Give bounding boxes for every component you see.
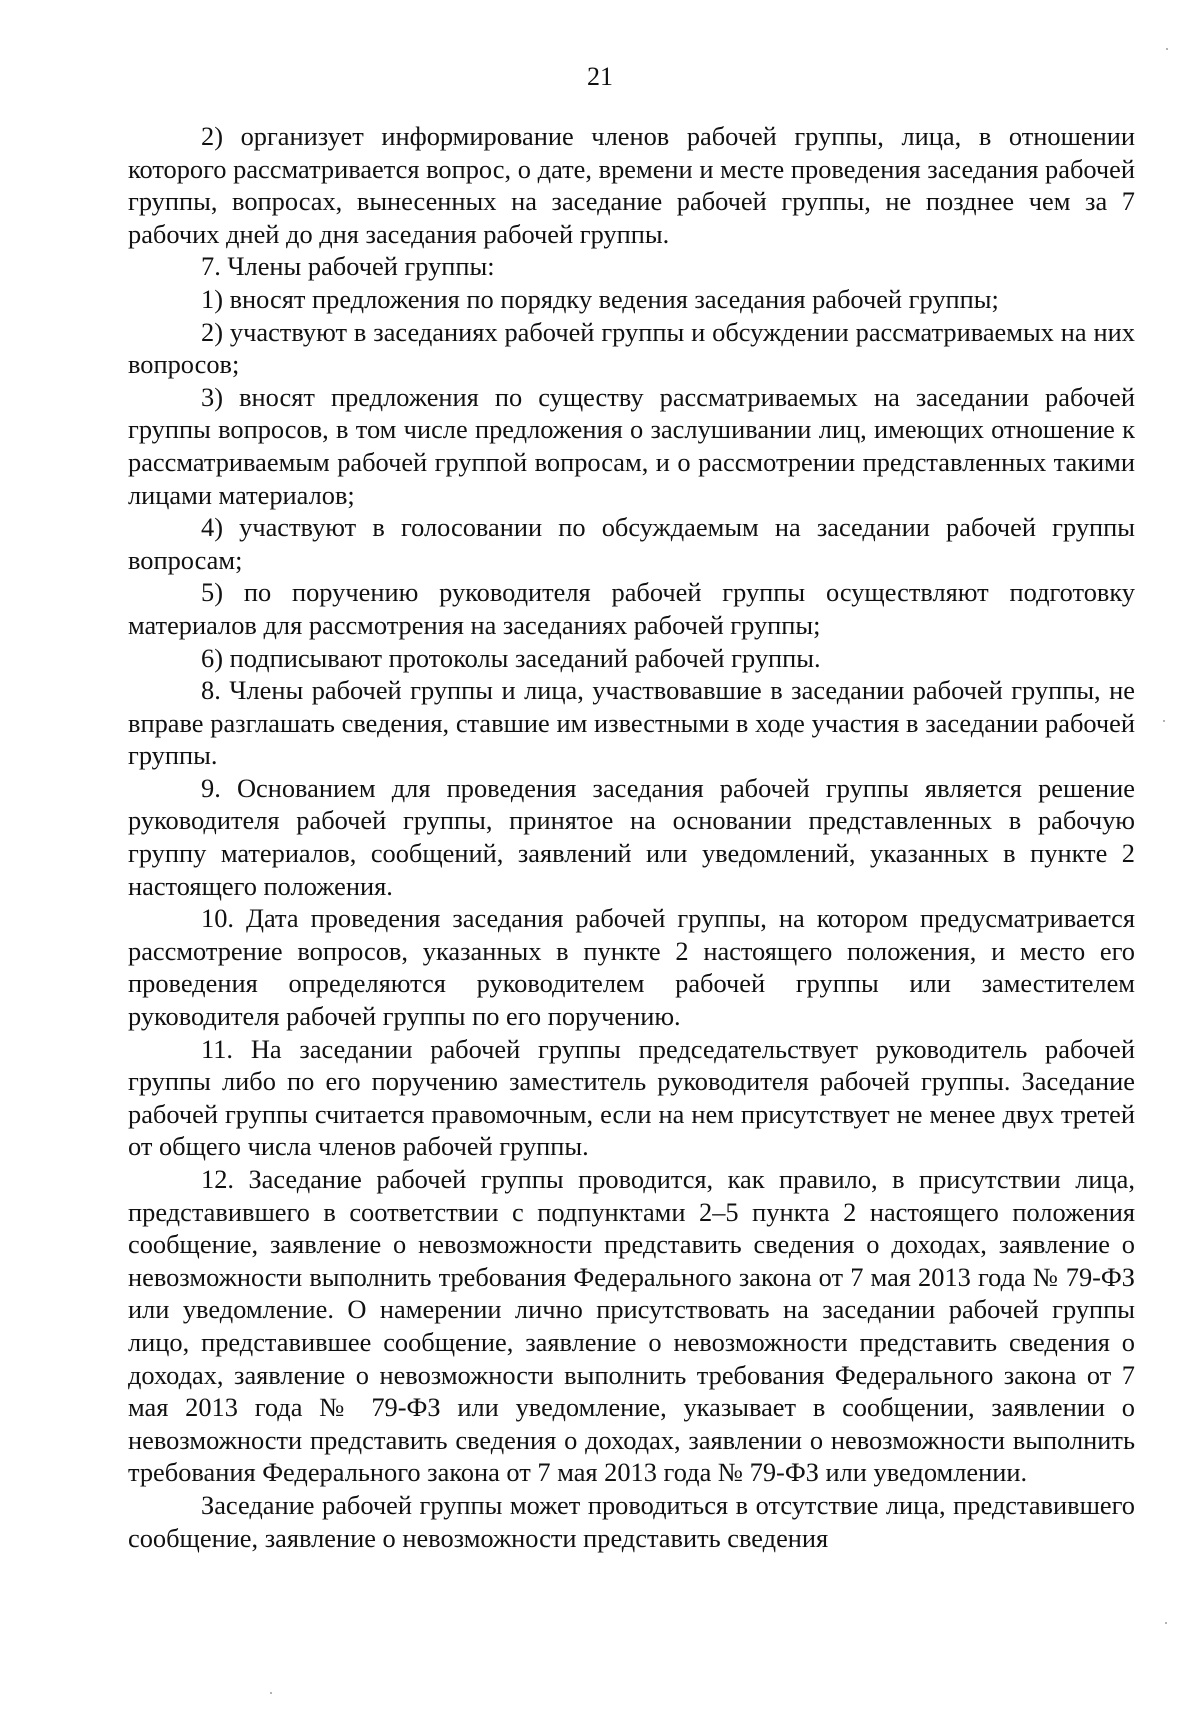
paragraph-section-10: 10. Дата проведения заседания рабочей группы, на котором предусматривается рассмотрение вопросов, указанных в пункте 2 настоящего положения, и место его проведения определяются руководителем рабочей группы или заместителем руководителя рабочей группы по его поручению.: [128, 903, 1135, 1032]
paragraph-item-3-substance: 3) вносят предложения по существу рассматриваемых на заседании рабочей группы вопросов, в том числе предложения о заслушивании лиц, имеющих отношение к рассматриваемым рабочей группой вопросам, и о рассмотрении представленных такими лицами материалов;: [128, 381, 1135, 510]
scan-speck: [270, 1692, 272, 1694]
paragraph-item-2-participation: 2) участвуют в заседаниях рабочей группы и обсуждении рассматриваемых на них вопросов;: [128, 316, 1135, 380]
paragraph-item-1-proposals: 1) вносят предложения по порядку ведения заседания рабочей группы;: [201, 283, 999, 314]
page-number: 21: [587, 62, 613, 91]
scan-speck: [1165, 1622, 1167, 1624]
paragraph-absence: Заседание рабочей группы может проводиться в отсутствие лица, представившего сообщение, заявление о невозможности представить сведения: [128, 1489, 1135, 1553]
body-text: [128, 120, 1135, 1554]
paragraph-section-12: 12. Заседание рабочей группы проводится, как правило, в присутствии лица, представившего в соответствии с подпунктами 2–5 пункта 2 настоящего положения сообщение, заявление о невозможности представить сведения о доходах, заявление о невозможности выполнить требования Федерального закона от 7 мая 2013 года № 79-ФЗ или уведомление. О намерении лично присутствовать на заседании рабочей группы лицо, представившее сообщение, заявление о невозможности представить сведения о доходах, заявление о невозможности выполнить требования Федерального закона от 7 мая 2013 года № 79-ФЗ или уведомление, указывает в сообщении, заявлении о невозможности представить сведения о доходах, заявлении о невозможности выполнить требования Федерального закона от 7 мая 2013 года № 79-ФЗ или уведомлении.: [128, 1164, 1135, 1488]
scan-speck: [1163, 720, 1165, 722]
paragraph-item-2-notification: 2) организует информирование членов рабочей группы, лица, в отношении которого рассматривается вопрос, о дате, времени и месте проведения заседания рабочей группы, вопросах, вынесенных на заседание рабочей группы, не позднее чем за 7 рабочих дней до дня заседания рабочей группы.: [128, 121, 1135, 249]
paragraph-item-5-preparation: 5) по поручению руководителя рабочей группы осуществляют подготовку материалов для рассмотрения на заседаниях рабочей группы;: [128, 577, 1135, 640]
scan-speck: [1166, 48, 1168, 50]
paragraph-item-4-voting: 4) участвуют в голосовании по обсуждаемым на заседании рабочей группы вопросам;: [128, 512, 1135, 575]
paragraph-item-6-signing: 6) подписывают протоколы заседаний рабочей группы.: [201, 642, 821, 673]
paragraph-section-8: 8. Члены рабочей группы и лица, участвовавшие в заседании рабочей группы, не вправе разглашать сведения, ставшие им известными в ходе участия в заседании рабочей группы.: [128, 675, 1135, 771]
paragraph-section-11: 11. На заседании рабочей группы председательствует руководитель рабочей группы либо по его поручению заместитель руководителя рабочей группы. Заседание рабочей группы считается правомочным, если на нем присутствует не менее двух третей от общего числа членов рабочей группы.: [128, 1033, 1135, 1162]
paragraph-section-7-heading: 7. Члены рабочей группы:: [201, 251, 495, 282]
paragraph-section-9: 9. Основанием для проведения заседания рабочей группы является решение руководителя рабочей группы, принятое на основании представленных в рабочую группу материалов, сообщений, заявлений или уведомлений, указанных в пункте 2 настоящего положения.: [128, 772, 1135, 901]
